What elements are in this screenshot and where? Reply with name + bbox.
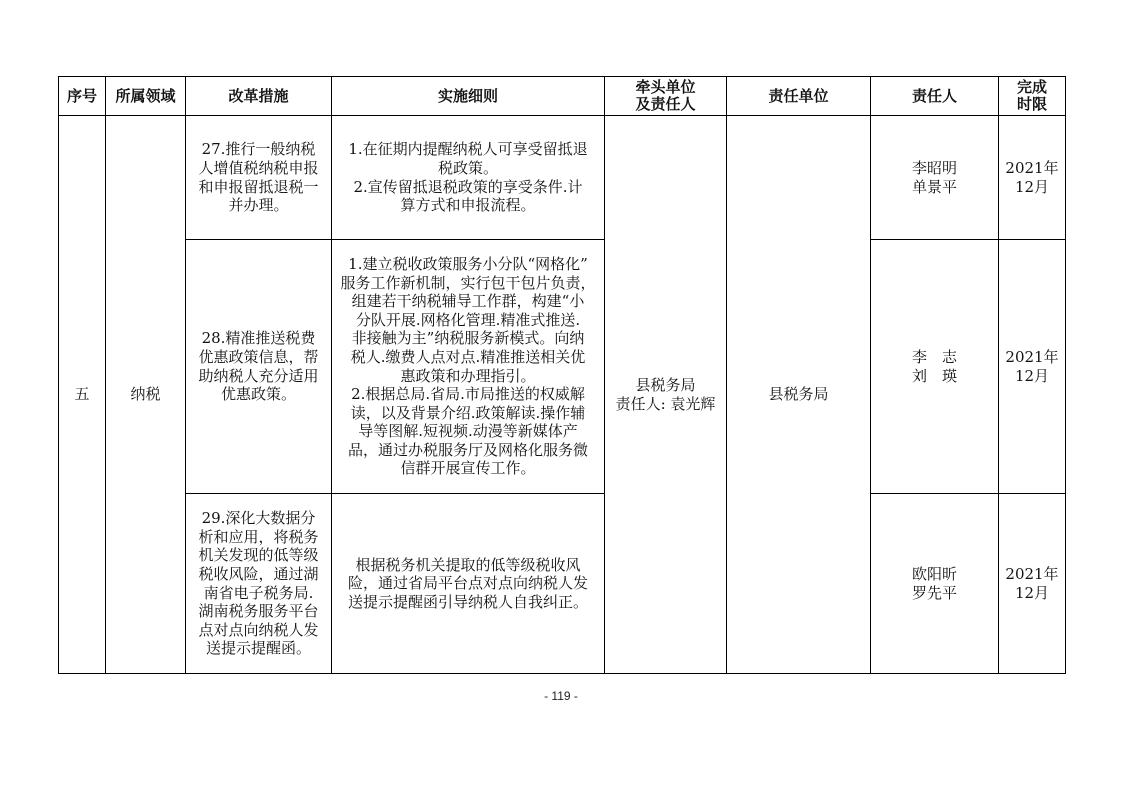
measure-cell (186, 116, 332, 240)
detail-cell (332, 240, 605, 494)
detail-line: 2.宣传留抵退税政策的享受条件.计 (353, 177, 583, 196)
header-seq: 序号 (59, 77, 106, 116)
detail-line: 2.根据总局.省局.市局推送的权威解 (351, 385, 585, 404)
detail-line: 分队开展.网格化管理.精准式推送. (355, 310, 581, 329)
table-row (59, 240, 1066, 494)
measure-line: 助纳税人充分适用 (198, 366, 319, 385)
detail-line: 组建若干纳税辅导工作群，构建“小 (351, 292, 585, 311)
measure-line: 并办理。 (228, 196, 289, 215)
group-lead-line: 县税务局 (635, 375, 696, 394)
deadline-line: 12月 (1014, 177, 1050, 196)
measure-line: 湖南税务服务平台 (198, 602, 319, 621)
person-line: 单景平 (911, 177, 957, 196)
measure-line: 机关发现的低等级 (198, 546, 319, 565)
person-line: 欧阳昕 (911, 564, 957, 583)
reform-task-table (58, 76, 1066, 674)
person-cell (871, 494, 999, 674)
measure-line: 优惠政策信息，帮 (198, 347, 319, 366)
deadline-cell (999, 116, 1066, 240)
detail-cell (332, 116, 605, 240)
measure-line: 29.深化大数据分 (201, 509, 316, 528)
detail-cell (332, 494, 605, 674)
measure-line: 送提示提醒函。 (205, 639, 311, 658)
detail-line: 算方式和申报流程。 (400, 196, 536, 215)
measure-line: 27.推行一般纳税 (201, 140, 316, 159)
header-measure: 改革措施 (186, 77, 332, 116)
group-field: 纳税 (130, 385, 161, 404)
detail-line: 1.在征期内提醒纳税人可享受留抵退 (348, 140, 588, 159)
table-header-row (59, 77, 1066, 116)
detail-line: 税人.缴费人点对点.精准推送相关优 (350, 347, 586, 366)
measure-line: 析和应用，将税务 (198, 527, 319, 546)
measure-line: 优惠政策。 (220, 385, 296, 404)
page-number: - 119 - (544, 689, 578, 703)
header-unit: 责任单位 (727, 77, 871, 116)
measure-line: 点对点向纳税人发 (198, 620, 319, 639)
group-lead-line: 责任人: 袁光辉 (615, 394, 716, 413)
table-row (59, 494, 1066, 674)
header-lead (605, 77, 727, 116)
group-lead-cell (605, 116, 727, 674)
group-unit: 县税务局 (768, 385, 829, 404)
header-lead-line: 及责任人 (635, 95, 696, 113)
detail-line: 非接触为主”纳税服务新模式。向纳 (351, 329, 585, 348)
header-person: 责任人 (871, 77, 999, 116)
deadline-line: 12月 (1014, 583, 1050, 602)
deadline-line: 2021年 (1005, 158, 1059, 177)
detail-line: 险，通过省局平台点对点向纳税人发 (347, 574, 588, 593)
measure-cell (186, 494, 332, 674)
person-line: 李 志 (911, 347, 957, 366)
header-deadline (999, 77, 1066, 116)
detail-line: 导等图解.短视频.动漫等新媒体产 (358, 422, 578, 441)
person-line: 刘 瑛 (911, 366, 957, 385)
detail-line: 服务工作新机制，实行包干包片负责， (340, 273, 596, 292)
deadline-line: 12月 (1014, 366, 1050, 385)
group-field-cell (106, 116, 186, 674)
detail-line: 读，以及背景介绍.政策解读.操作辅 (350, 403, 586, 422)
measure-line: 南省电子税务局. (203, 583, 314, 602)
deadline-line: 2021年 (1005, 347, 1059, 366)
header-lead-line: 牵头单位 (635, 78, 696, 96)
header-field: 所属领域 (106, 77, 186, 116)
deadline-cell (999, 494, 1066, 674)
person-line: 罗先平 (911, 583, 957, 602)
person-cell (871, 240, 999, 494)
detail-line: 信群开展宣传工作。 (400, 459, 536, 478)
group-seq: 五 (74, 385, 90, 404)
header-detail: 实施细则 (332, 77, 605, 116)
detail-line: 惠政策和办理指引。 (400, 366, 536, 385)
group-unit-cell (727, 116, 871, 674)
detail-line: 根据税务机关提取的低等级税收风 (355, 555, 581, 574)
group-seq-cell (59, 116, 106, 674)
detail-line: 品，通过办税服务厅及网格化服务微 (347, 440, 588, 459)
measure-line: 人增值税纳税申报 (198, 158, 319, 177)
header-deadline-line: 完成 (1016, 78, 1047, 96)
deadline-line: 2021年 (1005, 564, 1059, 583)
detail-line: 1.建立税收政策服务小分队“网格化” (348, 254, 588, 273)
measure-line: 28.精准推送税费 (201, 329, 316, 348)
deadline-cell (999, 240, 1066, 494)
detail-line: 税政策。 (437, 158, 498, 177)
measure-cell (186, 240, 332, 494)
table-row (59, 116, 1066, 240)
person-line: 李昭明 (911, 158, 957, 177)
person-cell (871, 116, 999, 240)
detail-line: 送提示提醒函引导纳税人自我纠正。 (347, 592, 588, 611)
measure-line: 和申报留抵退税一 (198, 177, 319, 196)
header-deadline-line: 时限 (1016, 95, 1047, 113)
measure-line: 税收风险，通过湖 (198, 564, 319, 583)
